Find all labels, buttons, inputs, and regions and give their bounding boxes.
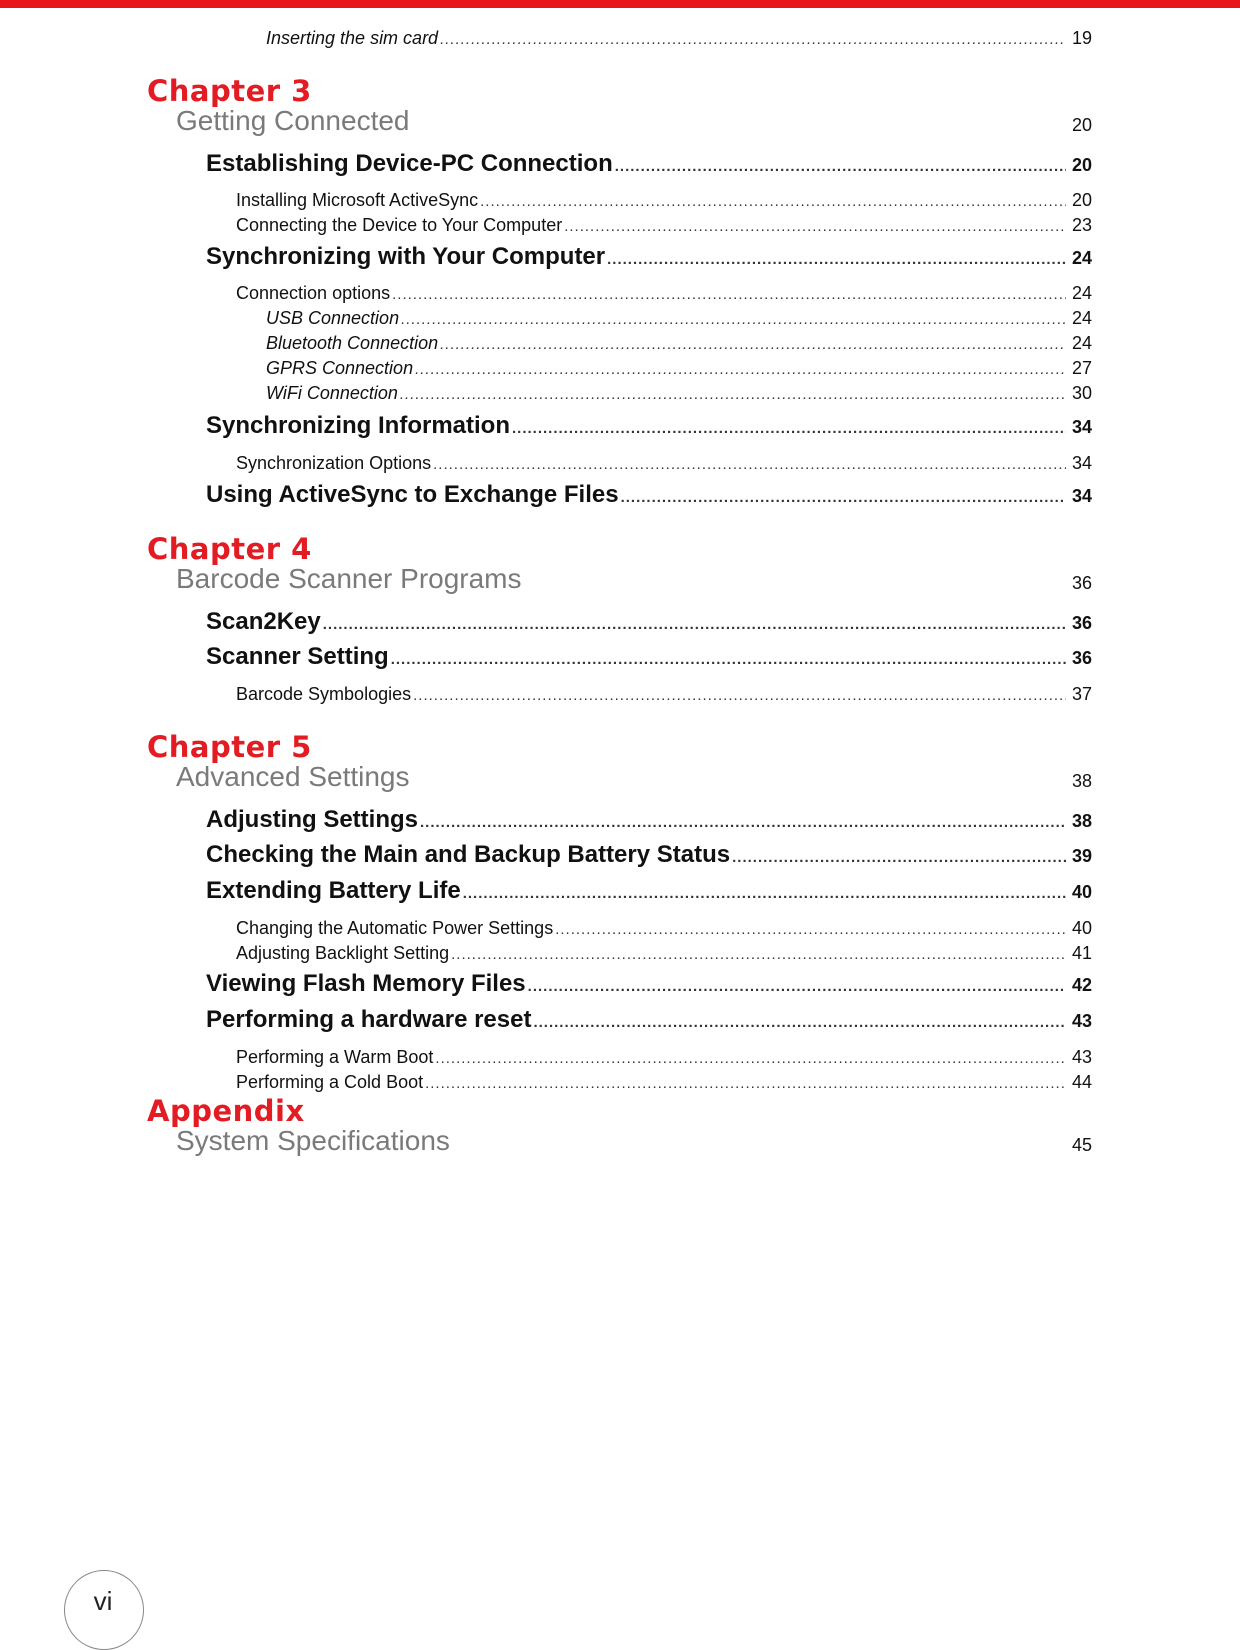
header-accent-bar xyxy=(0,0,1240,8)
toc-entry[interactable] xyxy=(206,243,1092,271)
toc-entry[interactable] xyxy=(206,841,1092,869)
toc-entry-title: Barcode Symbologies xyxy=(236,684,412,704)
toc-entry[interactable] xyxy=(236,283,1092,304)
chapter-5-label: Chapter 5 xyxy=(147,730,312,764)
chapter-5-page: 38 xyxy=(1071,771,1092,791)
toc-entry[interactable] xyxy=(236,943,1092,964)
toc-entry-title: Performing a hardware reset xyxy=(206,1006,532,1033)
toc-entry-title: Connection options xyxy=(236,283,391,303)
leader-dots xyxy=(463,885,1066,902)
toc-entry-title: Establishing Device-PC Connection xyxy=(206,150,613,177)
toc-entry[interactable] xyxy=(206,643,1092,671)
leader-dots xyxy=(425,1075,1066,1092)
toc-entry-page: 34 xyxy=(1071,486,1092,506)
leader-dots xyxy=(413,687,1066,704)
toc-entry-inserting-sim-card[interactable] xyxy=(266,28,1092,49)
toc-entry[interactable] xyxy=(206,481,1092,509)
toc-entry-page: 27 xyxy=(1071,358,1092,378)
appendix-page: 45 xyxy=(1071,1135,1092,1155)
toc-entry[interactable] xyxy=(206,608,1092,636)
toc-entry[interactable] xyxy=(266,308,1092,329)
toc-entry-title: Using ActiveSync to Exchange Files xyxy=(206,481,619,508)
chapter-3-label: Chapter 3 xyxy=(147,74,312,108)
leader-dots xyxy=(392,286,1066,303)
leader-dots xyxy=(401,311,1066,328)
leader-dots xyxy=(415,361,1066,378)
toc-entry-page: 34 xyxy=(1071,417,1092,437)
leader-dots xyxy=(480,193,1066,210)
toc-entry-title: Changing the Automatic Power Settings xyxy=(236,918,554,938)
toc-entry[interactable] xyxy=(236,215,1092,236)
page-number: vi xyxy=(93,1586,113,1616)
toc-entry-title: Performing a Warm Boot xyxy=(236,1047,434,1067)
toc-entry[interactable] xyxy=(206,970,1092,998)
toc-entry-page: 40 xyxy=(1071,918,1092,938)
appendix-title[interactable]: System Specifications xyxy=(176,1125,450,1156)
chapter-3-page: 20 xyxy=(1071,115,1092,135)
toc-entry-title: Adjusting Backlight Setting xyxy=(236,943,450,963)
leader-dots xyxy=(564,218,1066,235)
leader-dots xyxy=(440,336,1066,353)
toc-entry-title: Bluetooth Connection xyxy=(266,333,439,353)
leader-dots xyxy=(533,1014,1066,1031)
chapter-5-title[interactable]: Advanced Settings xyxy=(176,761,410,792)
toc-entry-page: 34 xyxy=(1071,453,1092,473)
toc-entry-page: 39 xyxy=(1071,846,1092,866)
toc-entry-title: Synchronizing with Your Computer xyxy=(206,243,606,270)
leader-dots xyxy=(391,651,1066,668)
leader-dots xyxy=(615,158,1066,175)
toc-entry-page: 36 xyxy=(1071,648,1092,668)
leader-dots xyxy=(451,946,1066,963)
chapter-4-page: 36 xyxy=(1071,573,1092,593)
toc-entry-page: 38 xyxy=(1071,811,1092,831)
toc-entry[interactable] xyxy=(236,1047,1092,1068)
toc-entry-title: Installing Microsoft ActiveSync xyxy=(236,190,479,210)
toc-entry-title: Synchronizing Information xyxy=(206,412,510,439)
toc-entry-page: 24 xyxy=(1071,283,1092,303)
toc-entry-page: 24 xyxy=(1071,308,1092,328)
toc-entry-page: 44 xyxy=(1071,1072,1092,1092)
toc-entry[interactable] xyxy=(266,383,1092,404)
leader-dots xyxy=(607,251,1066,268)
toc-entry-title: Viewing Flash Memory Files xyxy=(206,970,526,997)
toc-entry-title: Connecting the Device to Your Computer xyxy=(236,215,563,235)
toc-entry-title: Scanner Setting xyxy=(206,643,389,670)
toc-entry-page: 43 xyxy=(1071,1047,1092,1067)
toc-entry-page: 36 xyxy=(1071,613,1092,633)
toc-entry-page: 40 xyxy=(1071,882,1092,902)
toc-entry-page: 37 xyxy=(1071,684,1092,704)
leader-dots xyxy=(440,31,1066,48)
toc-entry-page: 41 xyxy=(1071,943,1092,963)
leader-dots xyxy=(400,386,1066,403)
chapter-4-title[interactable]: Barcode Scanner Programs xyxy=(176,563,522,594)
toc-entry-title: Scan2Key xyxy=(206,608,321,635)
toc-entry[interactable] xyxy=(236,190,1092,211)
toc-entry-page: 20 xyxy=(1071,155,1092,175)
toc-entry[interactable] xyxy=(206,1006,1092,1034)
leader-dots xyxy=(621,489,1066,506)
leader-dots xyxy=(528,978,1066,995)
toc-entry[interactable] xyxy=(206,806,1092,834)
toc-entry[interactable] xyxy=(206,877,1092,905)
toc-entry[interactable] xyxy=(236,453,1092,474)
leader-dots xyxy=(420,814,1066,831)
chapter-3-title[interactable]: Getting Connected xyxy=(176,105,410,136)
toc-entry[interactable] xyxy=(236,918,1092,939)
toc-entry-title: USB Connection xyxy=(266,308,400,328)
toc-entry-title: Adjusting Settings xyxy=(206,806,418,833)
leader-dots xyxy=(732,849,1066,866)
toc-entry-page: 24 xyxy=(1071,333,1092,353)
toc-entry-page: 23 xyxy=(1071,215,1092,235)
toc-entry-title: Checking the Main and Backup Battery Status xyxy=(206,841,731,868)
toc-entry-title: Synchronization Options xyxy=(236,453,432,473)
leader-dots xyxy=(323,616,1066,633)
leader-dots xyxy=(433,456,1066,473)
toc-entry[interactable] xyxy=(266,333,1092,354)
toc-entry-title: Performing a Cold Boot xyxy=(236,1072,424,1092)
toc-entry-title: Extending Battery Life xyxy=(206,877,461,904)
toc-entry-page: 19 xyxy=(1071,28,1092,48)
toc-entry-title: GPRS Connection xyxy=(266,358,414,378)
toc-entry-title: WiFi Connection xyxy=(266,383,398,403)
leader-dots xyxy=(435,1050,1066,1067)
toc-entry-title: Inserting the sim card xyxy=(266,28,439,48)
toc-entry-page: 43 xyxy=(1071,1011,1092,1031)
toc-entry[interactable] xyxy=(206,412,1092,440)
toc-entry[interactable] xyxy=(266,358,1092,379)
leader-dots xyxy=(555,921,1066,938)
toc-entry-page: 42 xyxy=(1071,975,1092,995)
appendix-label: Appendix xyxy=(147,1094,305,1128)
toc-entry[interactable] xyxy=(236,684,1092,705)
chapter-4-label: Chapter 4 xyxy=(147,532,312,566)
toc-entry[interactable] xyxy=(236,1072,1092,1093)
toc-entry-page: 20 xyxy=(1071,190,1092,210)
leader-dots xyxy=(512,420,1066,437)
toc-entry[interactable] xyxy=(206,150,1092,178)
toc-entry-page: 24 xyxy=(1071,248,1092,268)
toc-entry-page: 30 xyxy=(1071,383,1092,403)
